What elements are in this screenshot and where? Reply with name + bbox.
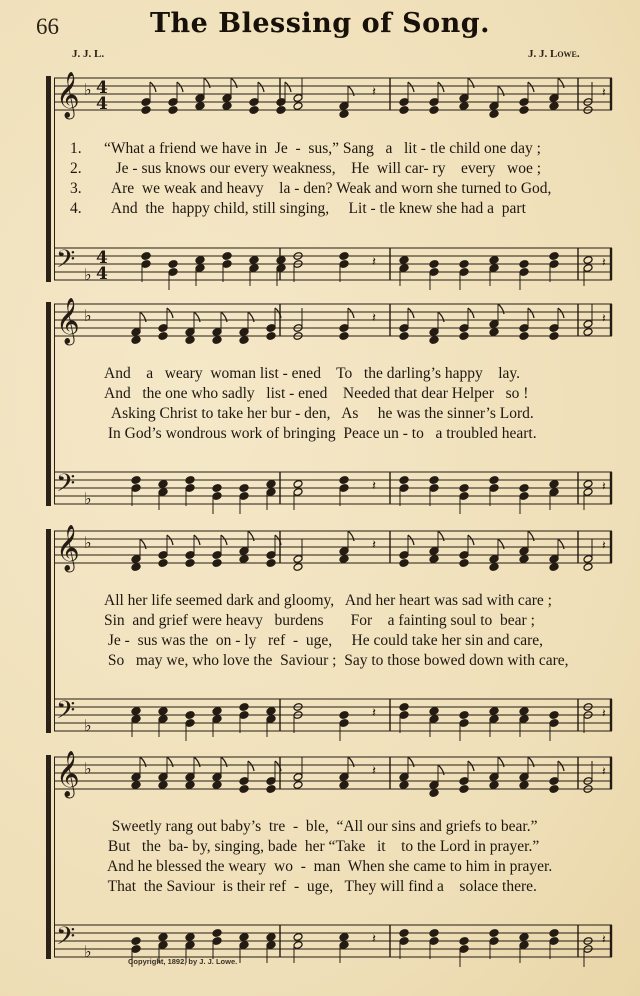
svg-text:𝄽: 𝄽	[372, 311, 376, 326]
treble-staff	[54, 525, 612, 571]
bass-clef-icon: 𝄢	[56, 469, 76, 504]
bass-staff	[54, 245, 612, 284]
lyric-line	[70, 631, 630, 651]
lyric-line	[70, 837, 630, 857]
svg-text:𝄽: 𝄽	[372, 538, 376, 553]
bass-staff	[54, 922, 612, 961]
lyric-text: Sin and grief were heavy burdens For a fainting soul to bear ;	[104, 612, 535, 629]
svg-text:𝄽: 𝄽	[372, 255, 376, 270]
bass-staff	[54, 696, 612, 735]
lyrics-block	[70, 139, 630, 219]
svg-text:♭: ♭	[84, 716, 92, 735]
music-system	[46, 66, 612, 296]
treble-staff	[54, 751, 612, 797]
lyric-line	[70, 817, 630, 837]
bass-staff	[54, 469, 612, 508]
svg-text:𝄽: 𝄽	[602, 764, 606, 778]
svg-text:𝄽: 𝄽	[602, 706, 606, 720]
treble-clef-icon: 𝄞	[56, 72, 80, 118]
verse-number: 3.	[70, 180, 82, 197]
svg-text:♭: ♭	[84, 80, 92, 99]
page-number: 66	[36, 14, 59, 39]
svg-text:♭: ♭	[84, 942, 92, 961]
bass-clef-icon: 𝄢	[56, 696, 76, 731]
treble-clef-icon: 𝄞	[56, 525, 80, 571]
svg-text:𝄽: 𝄽	[372, 706, 376, 721]
lyric-text: So may we, who love the Saviour ; Say to those bowed down with care,	[104, 652, 569, 669]
svg-text:♭: ♭	[84, 306, 92, 325]
lyric-text: “What a friend we have in Je - sus,” Sang a lit - tle child one day ;	[104, 140, 541, 157]
svg-text:𝄽: 𝄽	[602, 538, 606, 552]
bass-clef-icon: 𝄢	[56, 245, 76, 280]
lyric-line	[70, 139, 630, 159]
lyric-text: And the happy child, still singing, Lit - tle knew she had a part	[104, 200, 526, 217]
svg-text:𝄽: 𝄽	[602, 479, 606, 493]
verse-number: 1.	[70, 140, 82, 157]
svg-text:4: 4	[96, 94, 108, 114]
lyric-line	[70, 179, 630, 199]
copyright-notice: Copyright, 1892, by J. J. Lowe.	[128, 957, 238, 966]
lyric-text: And the one who sadly list - ened Needed that dear Helper so !	[104, 385, 529, 402]
svg-text:𝄽: 𝄽	[372, 932, 376, 947]
svg-text:♭: ♭	[84, 265, 92, 284]
lyric-line	[70, 404, 630, 424]
lyric-text: And he blessed the weary wo - man When she came to him in prayer.	[104, 858, 553, 875]
svg-text:4: 4	[96, 78, 108, 98]
lyric-text: All her life seemed dark and gloomy, And her heart was sad with care ;	[104, 592, 552, 609]
lyrics-block	[70, 591, 630, 671]
hymn-title: The Blessing of Song.	[149, 8, 491, 39]
lyric-text: Are we weak and heavy la - den? Weak and worn she turned to God,	[104, 180, 552, 197]
music-system	[46, 519, 612, 749]
lyric-text: But the ba- by, singing, bade her “Take it to the Lord in prayer.”	[104, 838, 540, 855]
svg-text:𝄽: 𝄽	[372, 479, 376, 494]
lyric-line	[70, 611, 630, 631]
verse-number: 4.	[70, 200, 82, 217]
system-bracket	[46, 302, 51, 506]
svg-text:𝄽: 𝄽	[602, 255, 606, 269]
treble-clef-icon: 𝄞	[56, 298, 80, 344]
lyric-line	[70, 384, 630, 404]
lyric-line	[70, 857, 630, 877]
svg-text:♭: ♭	[84, 489, 92, 508]
composer-credit: J. J. Lowe.	[528, 48, 580, 60]
music-system	[46, 745, 612, 975]
lyric-line	[70, 591, 630, 611]
lyric-line	[70, 364, 630, 384]
lyric-text: Je - sus was the on - ly ref - uge, He could take her sin and care,	[104, 632, 544, 649]
svg-text:𝄽: 𝄽	[372, 764, 376, 779]
svg-text:𝄽: 𝄽	[602, 311, 606, 325]
music-system	[46, 292, 612, 522]
lyric-text: And a weary woman list - ened To the darling’s happy lay.	[104, 365, 521, 382]
lyric-line	[70, 651, 630, 671]
system-bracket	[46, 755, 51, 959]
lyric-text: Je - sus knows our every weakness, He will car- ry every woe ;	[104, 160, 542, 177]
lyric-line	[70, 424, 630, 444]
system-bracket	[46, 76, 51, 282]
lyrics-block	[70, 817, 630, 897]
lyrics-block	[70, 364, 630, 444]
treble-clef-icon: 𝄞	[56, 751, 80, 797]
lyric-text: Asking Christ to take her bur - den, As he was the sinner’s Lord.	[104, 405, 534, 422]
lyric-line	[70, 199, 630, 219]
treble-staff	[54, 72, 612, 118]
lyric-line	[70, 877, 630, 897]
svg-text:♭: ♭	[84, 533, 92, 552]
lyricist-credit: J. J. L.	[72, 48, 105, 60]
system-bracket	[46, 529, 51, 733]
treble-staff	[54, 298, 612, 344]
bass-clef-icon: 𝄢	[56, 922, 76, 957]
lyric-text: In God’s wondrous work of bringing Peace un - to a troubled heart.	[104, 425, 537, 442]
svg-text:♭: ♭	[84, 759, 92, 778]
svg-text:𝄽: 𝄽	[602, 85, 606, 99]
lyric-text: Sweetly rang out baby’s tre - ble, “All our sins and griefs to bear.”	[104, 818, 538, 835]
lyric-text: That the Saviour is their ref - uge, They will find a solace there.	[104, 878, 537, 895]
svg-text:𝄽: 𝄽	[602, 932, 606, 946]
svg-text:4: 4	[96, 264, 108, 284]
svg-text:4: 4	[96, 248, 108, 268]
lyric-line	[70, 159, 630, 179]
verse-number: 2.	[70, 160, 82, 177]
svg-text:𝄽: 𝄽	[372, 85, 376, 100]
